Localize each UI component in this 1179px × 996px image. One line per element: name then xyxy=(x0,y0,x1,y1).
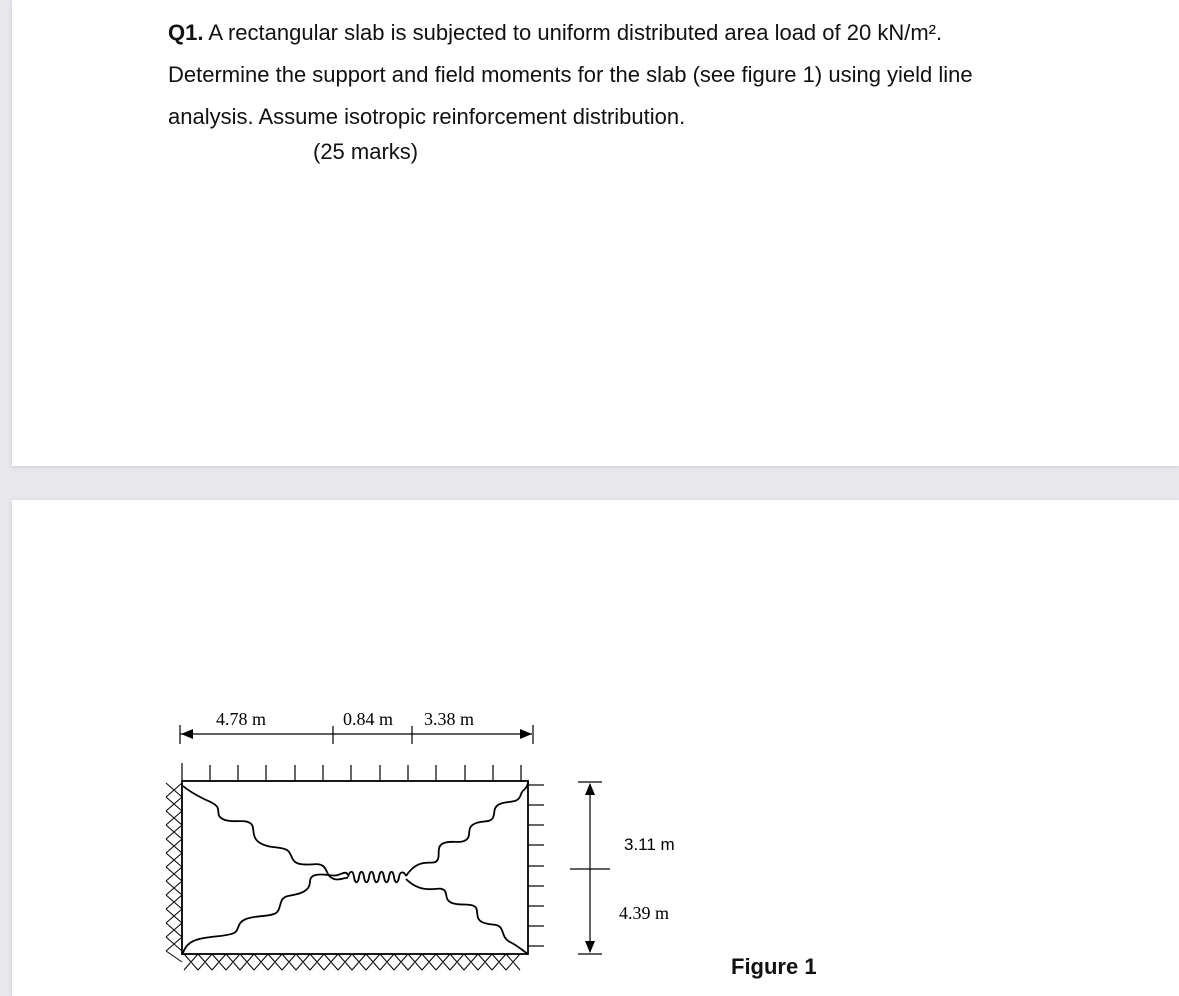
yield-line-bottom-left xyxy=(183,873,348,953)
question-line-1-text: A rectangular slab is subjected to uniform distributed area load of 20 kN/m². xyxy=(208,20,943,45)
question-number: Q1. xyxy=(168,20,204,45)
question-line-1 xyxy=(168,12,1128,54)
right-support-ticks xyxy=(528,785,544,946)
right-dimension-line xyxy=(570,782,610,954)
dim-right-1: 3.11 m xyxy=(624,835,675,854)
slab-outline xyxy=(182,781,528,954)
yield-line-top-left xyxy=(183,786,348,880)
question-line-3: analysis. Assume isotropic reinforcement distribution. xyxy=(168,104,686,129)
yield-line-center-wave xyxy=(348,872,406,883)
yield-lines xyxy=(183,782,528,954)
dim-top-1: 4.78 m xyxy=(216,709,267,729)
slab-figure xyxy=(12,500,1179,996)
top-support-ticks xyxy=(182,763,521,781)
bottom-fixed-edge-hatch xyxy=(184,954,520,970)
question-text xyxy=(168,12,1128,138)
yield-line-top-right xyxy=(406,782,528,876)
dim-top-3: 3.38 m xyxy=(424,709,475,729)
page-2 xyxy=(12,500,1179,996)
marks-label: (25 marks) xyxy=(313,139,419,164)
figure-caption: Figure 1 xyxy=(731,954,817,979)
yield-line-bottom-right xyxy=(406,879,528,954)
left-fixed-edge-hatch xyxy=(166,783,182,962)
dim-right-2: 4.39 m xyxy=(619,903,670,923)
dim-top-2: 0.84 m xyxy=(343,709,394,729)
question-line-2: Determine the support and field moments for the slab (see figure 1) using yield line xyxy=(168,62,973,87)
page-1 xyxy=(12,0,1179,466)
